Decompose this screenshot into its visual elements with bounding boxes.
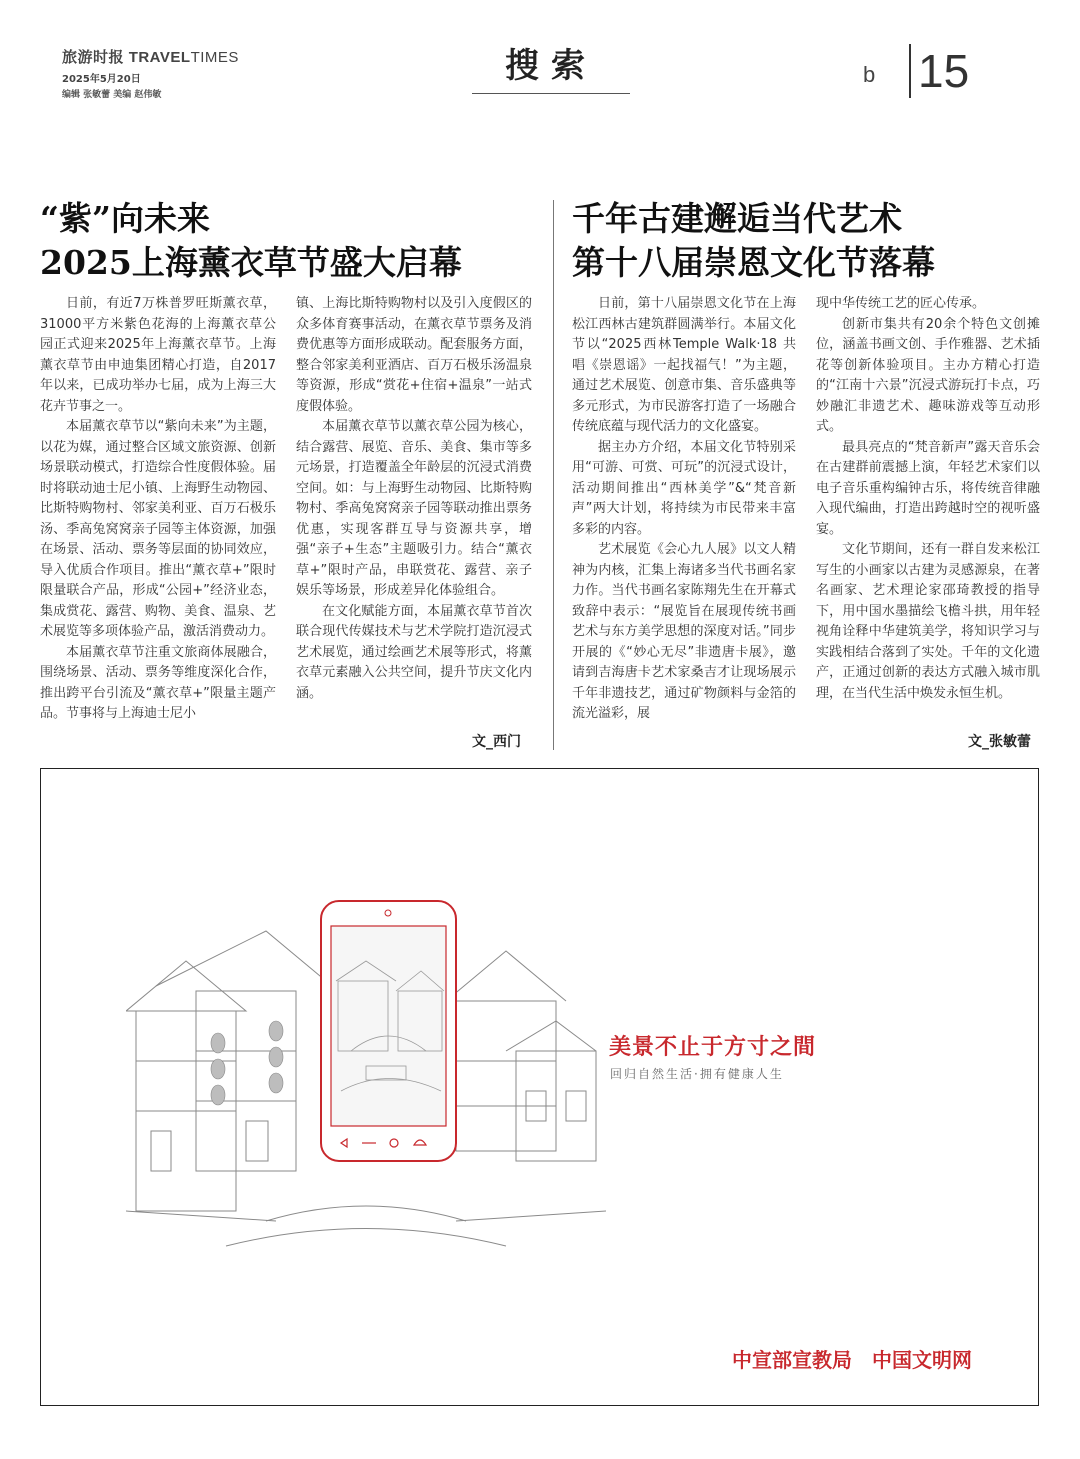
issue-date: 2025年5月20日 [62,74,141,85]
left-headline-line2: 2025上海薰衣草节盛大启幕 [40,243,462,282]
paragraph: 创新市集共有20余个特色文创摊位，涵盖书画文创、手作雅器、艺术插花等创新体验项目。主办方精心打造的“江南十六景”沉浸式游玩打卡点，巧妙融汇非遗艺术、趣味游戏等互动形式。 [816,316,1040,434]
right-article-column-1 [572,294,796,725]
paper-name-cn: 旅游时报 [62,49,125,66]
water-town-phone-illustration [126,891,606,1251]
edition-letter: b [863,62,880,87]
section-title: 搜索 [505,46,597,86]
page-number: 15 [918,45,970,97]
public-service-ad [40,768,1039,1406]
paragraph: 本届薰衣草节以薰衣草公园为核心，结合露营、展览、音乐、美食、集市等多元场景，打造覆盖全年龄层的沉浸式消费空间。如：与上海野生动物园、比斯特购物村、季高兔窝窝亲子园等联动推出票务优惠，实现客群互导与资源共享，增强“亲子+生态”主题吸引力。结合“薰衣草+”限时产品，串联赏花、露营、亲子娱乐等场景，形成差异化体验组合。 [296,419,532,598]
right-headline-line2: 第十八届崇恩文化节落幕 [572,243,935,282]
paragraph: 据主办方介绍，本届文化节特别采用“可游、可赏、可玩”的沉浸式设计，活动期间推出“西林美学”&“梵音新声”两大计划，将持续为市民带来丰富多彩的内容。 [572,439,796,537]
paragraph: 镇、上海比斯特购物村以及引入度假区的众多体育赛事活动，在薰衣草节票务及消费优惠等方面形成联动。配套服务方面，整合邻家美利亚酒店、百万石极乐汤温泉等资源，形成“赏花+住宿+温泉”一站式度假体验。 [296,296,532,414]
section-title-rule [472,93,630,94]
paragraph: 艺术展览《会心九人展》以文人精神为内核，汇集上海诸多当代书画名家力作。当代书画名家陈翔先生在开幕式致辞中表示：“展览旨在展现传统书画艺术与东方美学思想的深度对话。”同步开展的《“妙心无尽”非遗唐卡展》，邀请到吉海唐卡艺术家桑吉才让现场展示千年非遗技艺，通过矿物颜料与金箔的流光溢彩，展 [572,542,796,721]
ad-slogan: 美景不止于方寸之間 [609,1034,817,1060]
paper-name-en-bold: TRAVEL [128,49,191,66]
right-byline: 文_张敏蕾 [968,734,1031,750]
column-divider [553,200,554,750]
paragraph: 现中华传统工艺的匠心传承。 [816,296,986,311]
right-article-column-2 [816,294,1040,704]
left-article-column-2 [296,294,532,704]
paper-name [62,46,239,67]
paragraph: 日前，有近7万株普罗旺斯薰衣草，31000平方米紫色花海的上海薰衣草公园正式迎来2025年上海薰衣草节。上海薰衣草节由申迪集团精心打造，自2017年以来，已成功举办七届，成为上海三大花卉节事之一。 [40,296,276,414]
masthead [62,46,239,100]
sponsor-name: 中宣部宣教局 [732,1348,852,1372]
ad-sponsors [712,1344,972,1373]
editors-line: 编辑 张敏蕾 美编 赵伟敏 [62,90,162,100]
paragraph: 日前，第十八届崇恩文化节在上海松江西林古建筑群圆满举行。本届文化节以“2025西林Temple Walk·18 共唱《崇恩谣》一起找福气！”为主题，通过艺术展览、创意市集、音乐盛典等多元形式，为市民游客打造了一场融合传统底蕴与现代活力的文化盛宴。 [572,296,796,434]
paragraph: 最具亮点的“梵音新声”露天音乐会在古建群前震撼上演，年轻艺术家们以电子音乐重构编钟古乐，将传统音律融入现代编曲，打造出跨越时空的视听盛宴。 [816,439,1040,537]
paper-name-en-light: TIMES [190,49,239,66]
right-headline-line1: 千年古建邂逅当代艺术 [572,199,902,238]
left-article-column-1 [40,294,276,725]
ad-subtitle: 回归自然生活·拥有健康人生 [610,1067,784,1081]
paragraph: 本届薰衣草节以“紫向未来”为主题，以花为媒，通过整合区域文旅资源、创新场景联动模式，打造综合性度假体验。届时将联动迪士尼小镇、上海野生动物园、比斯特购物村、邻家美利亚、百万石极乐汤、季高兔窝窝亲子园等主体资源，加强在场景、活动、票务等层面的协同效应，导入优质合作项目。推出“薰衣草+”限时限量联合产品，形成“公园+”经济业态，集成赏花、露营、购物、美食、温泉、艺术展览等多项体验产品，激活消费动力。 [40,419,276,639]
left-headline-line1: “紫”向未来 [40,199,210,238]
paragraph: 在文化赋能方面，本届薰衣草节首次联合现代传媒技术与艺术学院打造沉浸式艺术展览，通过绘画艺术展等形式，将薰衣草元素融入公共空间，提升节庆文化内涵。 [296,603,532,701]
paragraph: 文化节期间，还有一群自发来松江写生的小画家以古建为灵感源泉，在著名画家、艺术理论家邵琦教授的指导下，用中国水墨描绘飞檐斗拱，用年轻视角诠释中华建筑美学，将知识学习与实践相结合落到了实处。千年的文化遗产，正通过创新的表达方式融入城市肌理，在当代生活中焕发永恒生机。 [816,542,1040,701]
left-byline: 文_西门 [472,734,521,750]
sponsor-name: 中国文明网 [872,1348,972,1372]
paragraph: 本届薰衣草节注重文旅商体展融合，围绕场景、活动、票务等维度深化合作，推出跨平台引流及“薰衣草+”限量主题产品。节事将与上海迪士尼小 [40,644,276,721]
page-number-divider [909,44,911,98]
